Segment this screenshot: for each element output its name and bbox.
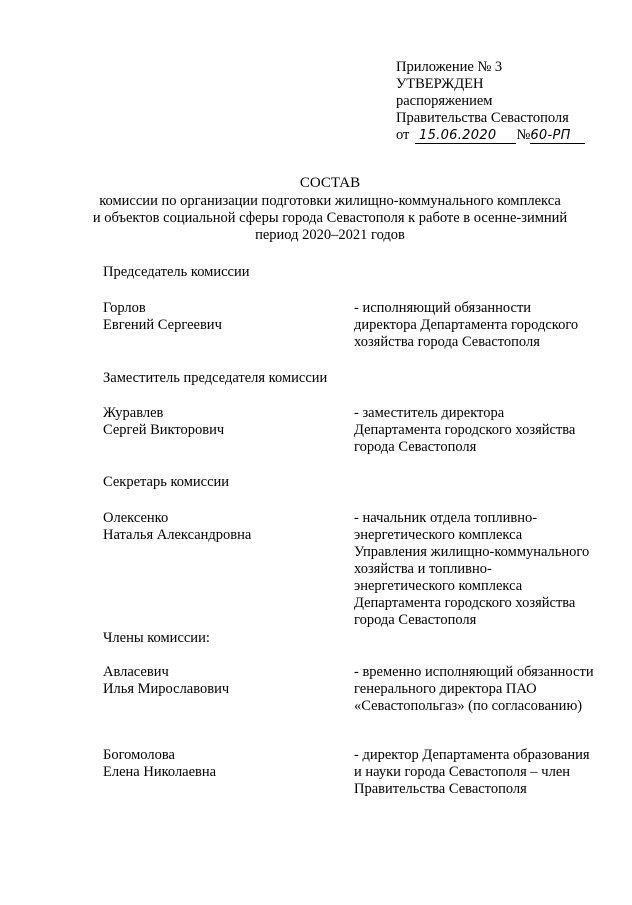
surname: Журавлев	[103, 405, 164, 421]
surname: Горлов	[103, 300, 146, 316]
title-line-3: период 2020–2021 годов	[255, 227, 405, 243]
member-name-bogomolova	[103, 747, 216, 781]
given-names: Евгений Сергеевич	[103, 317, 222, 333]
given-names: Сергей Викторович	[103, 422, 225, 438]
member-name-zhuravlev	[103, 405, 224, 439]
appendix-label: Приложение № 3	[396, 59, 503, 75]
role-line: Управления жилищно-коммунального	[354, 544, 590, 560]
document-title	[40, 175, 620, 244]
handwritten-number: 60-РП	[530, 128, 584, 144]
number-prefix: №	[516, 127, 531, 143]
section-deputy: Заместитель председателя комиссии	[103, 370, 328, 386]
role-line: - начальник отдела топливно-	[354, 510, 538, 526]
handwritten-date: 15.06.2020	[415, 128, 516, 144]
section-chairman: Председатель комиссии	[103, 264, 250, 280]
role-line: Департамента городского хозяйства	[354, 595, 576, 611]
given-names: Елена Николаевна	[103, 764, 217, 780]
surname: Олексенко	[103, 510, 169, 526]
role-line: - заместитель директора	[354, 405, 505, 421]
section-secretary: Секретарь комиссии	[103, 474, 230, 490]
given-names: Наталья Александровна	[103, 527, 252, 543]
role-line: хозяйства и топливно-	[354, 561, 492, 577]
role-line: - временно исполняющий обязанности	[354, 664, 594, 680]
date-prefix: от	[396, 127, 410, 143]
role-line: энергетического комплекса	[354, 578, 523, 594]
role-line: - директор Департамента образования	[354, 747, 590, 763]
role-line: Департамента городского хозяйства	[354, 422, 576, 438]
date-number-line	[396, 127, 585, 144]
member-role-avlasevich	[354, 664, 594, 715]
title-heading: СОСТАВ	[299, 175, 361, 191]
member-role-zhuravlev	[354, 405, 575, 456]
role-line: генерального директора ПАО	[354, 681, 537, 697]
government-label: Правительства Севастополя	[396, 110, 569, 126]
title-line-2: и объектов социальной сферы города Севастополя к работе в осенне-зимний	[92, 210, 568, 226]
member-role-gorlov	[354, 300, 578, 351]
title-line-1: комиссии по организации подготовки жилищно-коммунального комплекса	[99, 193, 561, 209]
member-role-oleksenko	[354, 510, 589, 629]
role-line: «Севастопольгаз» (по согласованию)	[354, 698, 583, 714]
member-name-oleksenko	[103, 510, 251, 544]
order-label: распоряжением	[396, 93, 493, 109]
member-name-gorlov	[103, 300, 222, 334]
role-line: хозяйства города Севастополя	[354, 334, 540, 350]
role-line: города Севастополя	[354, 439, 477, 455]
given-names: Илья Мирославович	[103, 681, 230, 697]
role-line: Правительства Севастополя	[354, 781, 527, 797]
surname: Авласевич	[103, 664, 169, 680]
role-line: города Севастополя	[354, 612, 477, 628]
member-name-avlasevich	[103, 664, 229, 698]
member-role-bogomolova	[354, 747, 590, 798]
surname: Богомолова	[103, 747, 175, 763]
role-line: энергетического комплекса	[354, 527, 523, 543]
approved-label: УТВЕРЖДЕН	[396, 76, 484, 92]
role-line: - исполняющий обязанности	[354, 300, 532, 316]
role-line: и науки города Севастополя – член	[354, 764, 571, 780]
approval-stamp	[396, 59, 585, 144]
section-members: Члены комиссии:	[103, 630, 210, 646]
role-line: директора Департамента городского	[354, 317, 579, 333]
